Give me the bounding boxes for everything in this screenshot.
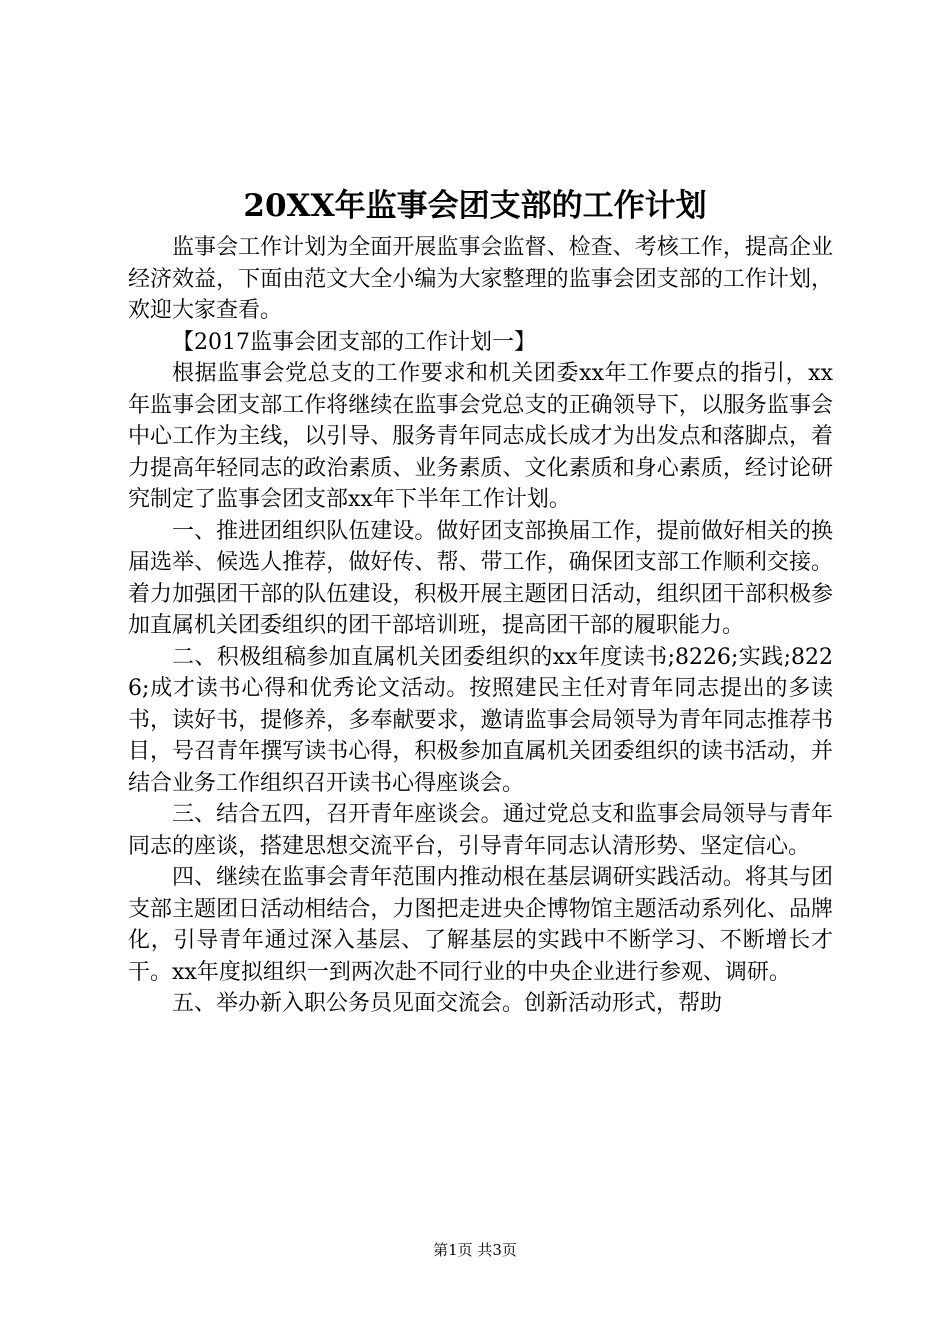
body-paragraph: 五、举办新入职公务员见面交流会。创新活动形式，帮助 — [172, 991, 723, 1016]
document-title: 20XX年监事会团支部的工作计划 — [243, 188, 707, 224]
body-paragraph: 三、结合五四，召开青年座谈会。通过党总支和监事会局领导与青年同志的座谈，搭建思想交流平台，引导青年同志认清形势、坚定信心。 — [128, 802, 833, 859]
body-paragraph: 四、继续在监事会青年范围内推动根在基层调研实践活动。将其与团支部主题团日活动相结合，力图把走进央企博物馆主题活动系列化、品牌化，引导青年通过深入基层、了解基层的实践中不断学习、不断增长才干。xx年度拟组织一到两次赴不同行业的中央企业进行参观、调研。 — [128, 865, 833, 985]
body-paragraph: 二、积极组稿参加直属机关团委组织的xx年度读书;8226;实践;8226;成才读书心得和优秀论文活动。按照建民主任对青年同志提出的多读书，读好书，提修养，多奉献要求，邀请监事会局领导为青年同志推荐书目，号召青年撰写读书心得，积极参加直属机关团委组织的读书活动，并结合业务工作组织召开读书心得座谈会。 — [128, 644, 833, 796]
body-paragraph: 根据监事会党总支的工作要求和机关团委xx年工作要点的指引，xx年监事会团支部工作将继续在监事会党总支的正确领导下，以服务监事会中心工作为主线，以引导、服务青年同志成长成才为出发点和落脚点，着力提高年轻同志的政治素质、业务素质、文化素质和身心素质，经讨论研究制定了监事会团支部xx年下半年工作计划。 — [128, 361, 833, 512]
intro-paragraph: 监事会工作计划为全面开展监事会监督、检查、考核工作，提高企业经济效益，下面由范文大全小编为大家整理的监事会团支部的工作计划，欢迎大家查看。 — [128, 235, 833, 323]
section-heading: 【2017监事会团支部的工作计划一】 — [172, 329, 536, 355]
document-body — [128, 232, 833, 1020]
body-paragraph: 一、推进团组织队伍建设。做好团支部换届工作，提前做好相关的换届选举、候选人推荐，做好传、帮、带工作，确保团支部工作顺利交接。着力加强团干部的队伍建设，积极开展主题团日活动，组织团干部积极参加直属机关团委组织的团干部培训班，提高团干部的履职能力。 — [128, 518, 833, 638]
page-footer: 第1页 共3页 — [433, 1241, 517, 1259]
